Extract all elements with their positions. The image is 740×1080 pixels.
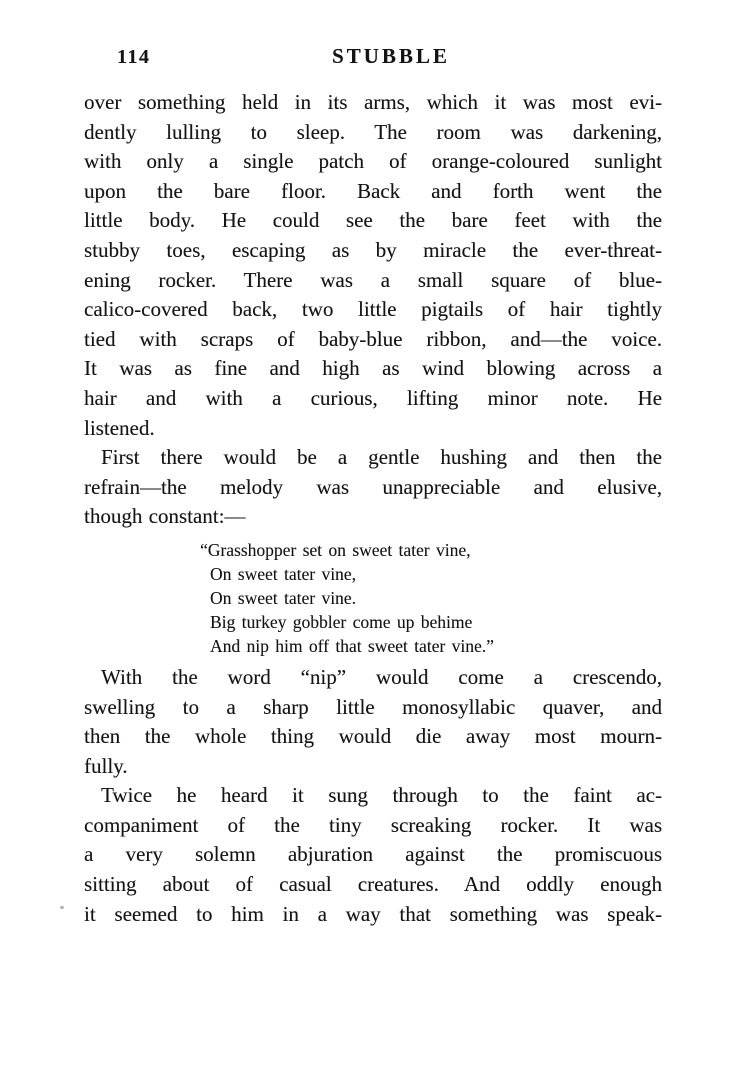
paragraph: [84, 443, 662, 532]
text-line: stubby toes, escaping as by miracle the ever-threat-: [84, 237, 662, 262]
text-line: over something held in its arms, which it was most evi-: [84, 90, 662, 114]
text-line: fully.: [84, 753, 128, 778]
text-line: On sweet tater vine,: [210, 563, 356, 584]
text-line: On sweet tater vine.: [210, 587, 356, 608]
text-line: calico-covered back, two little pigtails of hair tightly: [84, 297, 662, 322]
text-line: then the whole thing would die away most mourn-: [84, 724, 662, 749]
paragraph: [84, 88, 662, 443]
paragraph: [84, 781, 662, 929]
text-line: sitting about of casual creatures. And oddly enough: [84, 872, 662, 897]
text-body: [84, 88, 662, 929]
text-line: though constant:—: [84, 504, 246, 529]
paragraph: [84, 663, 662, 781]
text-line: Big turkey gobbler come up behime: [210, 611, 473, 632]
page-number: 114: [117, 46, 151, 68]
text-line: ening rocker. There was a small square of blue-: [84, 267, 662, 292]
text-line: With the word “nip” would come a crescendo,: [101, 664, 662, 689]
text-line: hair and with a curious, lifting minor note. He: [84, 385, 662, 410]
running-title: STUBBLE: [332, 44, 450, 68]
text-line: dently lulling to sleep. The room was darkening,: [84, 119, 662, 144]
text-line: listened.: [84, 415, 155, 440]
text-line: companiment of the tiny screaking rocker. It was: [84, 812, 662, 837]
page-header: [84, 44, 662, 74]
text-line: a very solemn abjuration against the promiscuous: [84, 842, 662, 867]
text-line: “Grasshopper set on sweet tater vine,: [200, 539, 471, 560]
text-line: tied with scraps of baby-blue ribbon, and—the voice.: [84, 326, 662, 351]
text-line: It was as fine and high as wind blowing across a: [84, 356, 662, 381]
text-line: swelling to a sharp little monosyllabic quaver, and: [84, 694, 662, 719]
text-line: little body. He could see the bare feet with the: [84, 208, 662, 233]
text-line: with only a single patch of orange-coloured sunlight: [84, 149, 662, 174]
text-line: it seemed to him in a way that something was speak-: [84, 901, 662, 926]
text-line: First there would be a gentle hushing and then the: [101, 445, 662, 470]
verse-block: [200, 538, 662, 658]
scan-speck: [60, 906, 64, 909]
text-line: And nip him off that sweet tater vine.”: [210, 635, 494, 656]
text-line: refrain—the melody was unappreciable and elusive,: [84, 474, 662, 499]
text-line: Twice he heard it sung through to the faint ac-: [101, 783, 662, 808]
text-line: upon the bare floor. Back and forth went the: [84, 178, 662, 203]
